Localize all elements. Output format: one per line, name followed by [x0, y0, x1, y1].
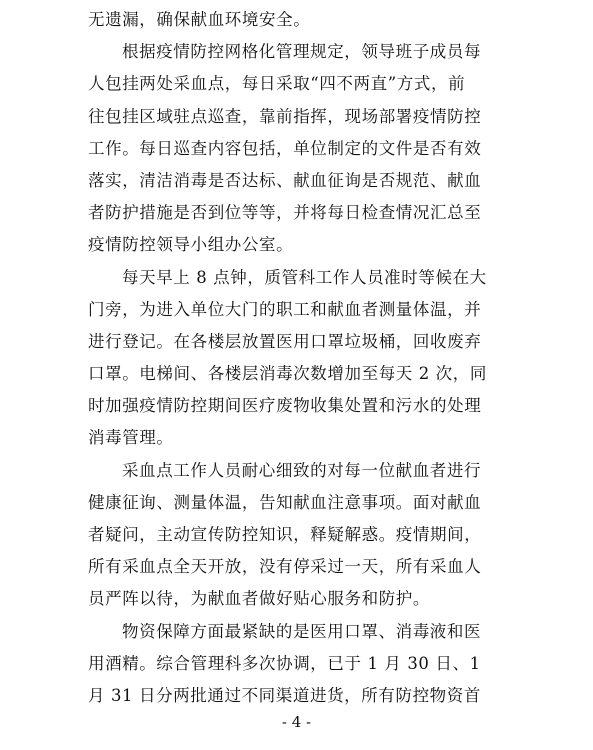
text-line: 月 31 日分两批通过不同渠道进货，所有防控物资首 [88, 685, 481, 705]
text-line: 口罩。电梯间、各楼层消毒次数增加至每天 2 次，同 [88, 364, 487, 384]
text-line: 门旁，为进入单位大门的职工和献血者测量体温，并 [88, 299, 482, 319]
page-number: - 4 - [281, 713, 312, 731]
text-line: 用酒精。综合管理科多次协调，已于 1 月 30 日、1 [88, 653, 481, 673]
text-line: 健康征询、测量体温，告知献血注意事项。面对献血 [88, 492, 482, 512]
document-body [88, 4, 506, 712]
text-line: 消毒管理。 [88, 428, 174, 448]
text-line: 者防护措施是否到位等等，并将每日检查情况汇总至 [88, 203, 482, 223]
text-line: 时加强疫情防控期间医疗废物收集处置和污水的处理 [88, 396, 482, 416]
text-line: 工作。每日巡查内容包括，单位制定的文件是否有效 [88, 138, 482, 158]
text-line: 者疑问，主动宣传防控知识，释疑解惑。疫情期间， [88, 525, 482, 544]
text-line: 所有采血点全天开放，没有停采过一天，所有采血人 [88, 557, 482, 577]
text-line: 员严阵以待，为献血者做好贴心服务和防护。 [88, 589, 430, 609]
paragraph-first-line: 根据疫情防控网格化管理规定，领导班子成员每 [122, 42, 482, 62]
text-line: 人包挂两处采血点，每日采取“四不两直”方式，前 [88, 74, 466, 94]
paragraph-first-line: 物资保障方面最紧缺的是医用口罩、消毒液和医 [122, 621, 482, 641]
text-line: 进行登记。在各楼层放置医用口罩垃圾桶，回收废弃 [88, 331, 482, 351]
text-line: 往包挂区域驻点巡查，靠前指挥，现场部署疫情防控 [88, 106, 482, 126]
text-line: 落实，清洁消毒是否达标、献血征询是否规范、献血 [88, 170, 482, 190]
paragraph-first-line: 采血点工作人员耐心细致的对每一位献血者进行 [122, 460, 482, 480]
text-line: 无遗漏，确保献血环境安全。 [88, 10, 311, 29]
paragraph-first-line: 每天早上 8 点钟，质管科工作人员准时等候在大 [122, 267, 487, 287]
text-line: 疫情防控领导小组办公室。 [88, 235, 294, 255]
